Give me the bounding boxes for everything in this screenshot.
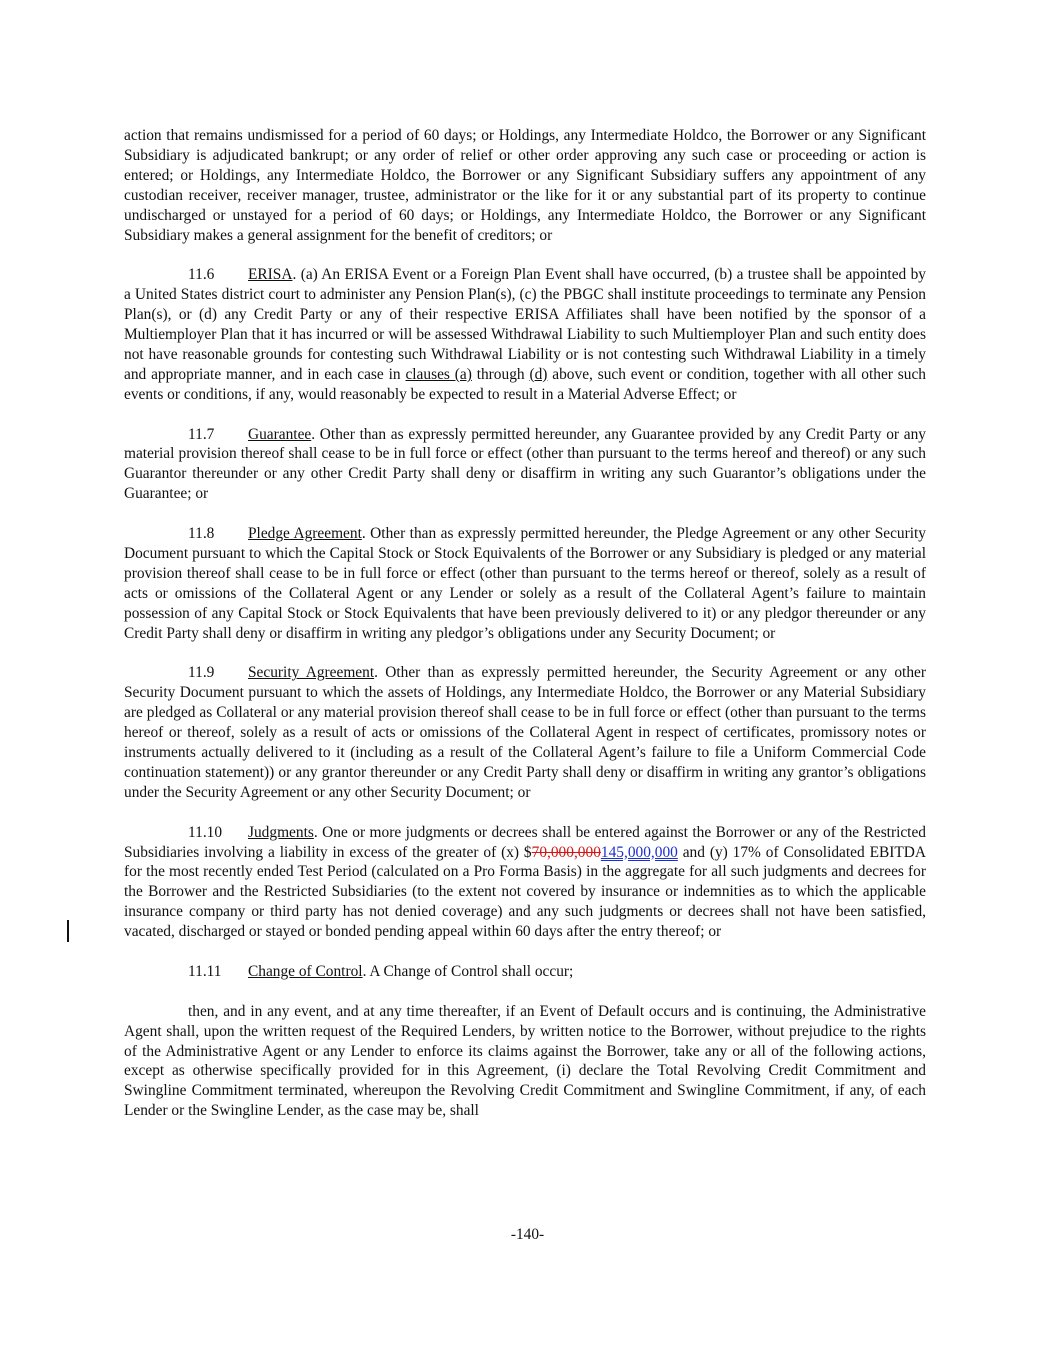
section-title: Pledge Agreement	[248, 525, 362, 543]
section-text: . One or more judgments or decrees shall be entered against the Borrower or any of the Restricted Subsidiaries involving a liability in excess of the greater of (x) $	[124, 823, 926, 861]
paragraph-text: action that remains undismissed for a period of 60 days; or Holdings, any Intermediate Holdco, the Borrower or any Significant Subsidiary is adjudicated bankrupt; or any order of relief or other order approving any such case or proceeding or action is entered; or Holdings, any Intermediate Holdco, the Borrower or any Significant Subsidiary suffers any appointment of any custodian receiver, receiver manager, trustee, administrator or the like for it or any substantial part of its property to continue undischarged or unstayed for a period of 60 days; or Holdings, any Intermediate Holdco, the Borrower or any Significant Subsidiary makes a general assignment for the benefit of creditors; or	[124, 127, 926, 244]
section-number: 11.10	[188, 823, 223, 841]
section-text: above, such event or condition, together with all other such events or conditions, if any, would reasonably be expected to result in a Material Adverse Effect; or	[124, 365, 927, 403]
clause-reference: clauses (a)	[405, 365, 472, 383]
section-text: . (a) An ERISA Event or a Foreign Plan Event shall have occurred, (b) a trustee shall be appointed by a United States district court to administer any Pension Plan(s), (c) the PBGC shall institute proceedings to terminate any Pension Plan(s), or (d) any Credit Party or any of their respective ERISA Affiliates shall have been notified by the sponsor of a Multiemployer Plan that it has incurred or will be assessed Withdrawal Liability to such Multiemployer Plan and such entity does not have reasonable grounds for contesting such Withdrawal Liability or is not contesting such Withdrawal Liability in a timely and appropriate manner, and in each case in	[124, 266, 926, 383]
deleted-amount: 70,000,000	[531, 843, 601, 861]
section-text: . Other than as expressly permitted hereunder, the Security Agreement or any other Security Document pursuant to which the assets of Holdings, any Intermediate Holdco, the Borrower or any Material Subsidiary are pledged as Collateral or any material provision thereof shall cease to be in full force or effect (other than pursuant to the terms hereof or thereof, solely as a result of acts or omissions of the Collateral Agent in respect of certificates, promissory notes or instruments actually delivered to it (including as a result of the Collateral Agent’s failure to file a Uniform Commercial Code continuation statement)) or any grantor thereunder or any Credit Party shall deny or disaffirm in writing any grantor’s obligations under the Security Agreement or any other Security Document; or	[124, 664, 926, 801]
section-text: . Other than as expressly permitted hereunder, the Pledge Agreement or any other Security Document pursuant to which the Capital Stock or Stock Equivalents of the Borrower or any Subsidiary is pledged or any material provision thereof shall cease to be in full force or effect (other than pursuant to the terms hereof or thereof, solely as a result of acts or omissions of the Collateral Agent or any Lender or solely as a result of the Collateral Agent’s failure to maintain possession of any Capital Stock or Stock Equivalents that have been previously delivered to it) or any pledgor thereunder or any Credit Party shall deny or disaffirm in writing any pledgor’s obligations under any Security Document; or	[124, 525, 926, 642]
section-text: through	[471, 365, 530, 383]
section-11-8	[124, 524, 926, 643]
clause-reference: (d)	[529, 365, 548, 383]
section-title: ERISA	[248, 266, 293, 284]
section-number: 11.7	[188, 425, 215, 443]
paragraph-continuation	[124, 126, 926, 245]
section-text: . Other than as expressly permitted hereunder, any Guarantee provided by any Credit Party or any material provision thereof shall cease to be in full force or effect (other than pursuant to the terms hereof and thereof) or any such Guarantor thereunder or any other Credit Party shall deny or disaffirm in writing any such Guarantor’s obligations under the Guarantee; or	[124, 425, 926, 503]
section-11-6	[124, 265, 926, 404]
section-title: Security Agreement	[248, 664, 375, 682]
section-number: 11.8	[188, 525, 215, 543]
section-title: Judgments	[248, 823, 314, 841]
page-number: -140-	[510, 1226, 545, 1243]
section-text: and (y) 17% of Consolidated EBITDA for the most recently ended Test Period (calculated on a Pro Forma Basis) in the aggregate for all such judgments and decrees for the Borrower and the Restricted Subsidiaries (to the extent not covered by insurance or indemnities as to which the applicable insurance company or third party has not denied coverage) and any such judgments or decrees shall not have been satisfied, vacated, discharged or stayed or bonded pending appeal within 60 days after the entry thereof; or	[124, 843, 926, 941]
section-text: . A Change of Control shall occur;	[362, 962, 574, 980]
section-number: 11.6	[188, 266, 215, 284]
section-11-7	[124, 425, 926, 505]
section-11-9	[124, 663, 926, 802]
section-title: Guarantee	[248, 425, 312, 443]
document-body	[124, 126, 926, 1121]
section-11-10	[124, 823, 926, 942]
revision-change-bar	[67, 920, 69, 942]
section-number: 11.11	[188, 962, 222, 980]
closing-paragraph	[124, 1002, 926, 1121]
paragraph-text: then, and in any event, and at any time thereafter, if an Event of Default occurs and is continuing, the Administrative Agent shall, upon the written request of the Required Lenders, by written notice to the Borrower, without prejudice to the rights of the Administrative Agent or any Lender to enforce its claims against the Borrower, take any or all of the following actions, except as otherwise specifically provided for in this Agreement, (i) declare the Total Revolving Credit Commitment and Swingline Commitment terminated, whereupon the Revolving Credit Commitment and Swingline Commitment, if any, of each Lender or the Swingline Lender, as the case may be, shall	[124, 1002, 926, 1120]
section-11-11	[124, 962, 926, 982]
inserted-amount: 145,000,000	[600, 843, 678, 861]
section-title: Change of Control	[248, 962, 363, 980]
section-number: 11.9	[188, 664, 215, 682]
